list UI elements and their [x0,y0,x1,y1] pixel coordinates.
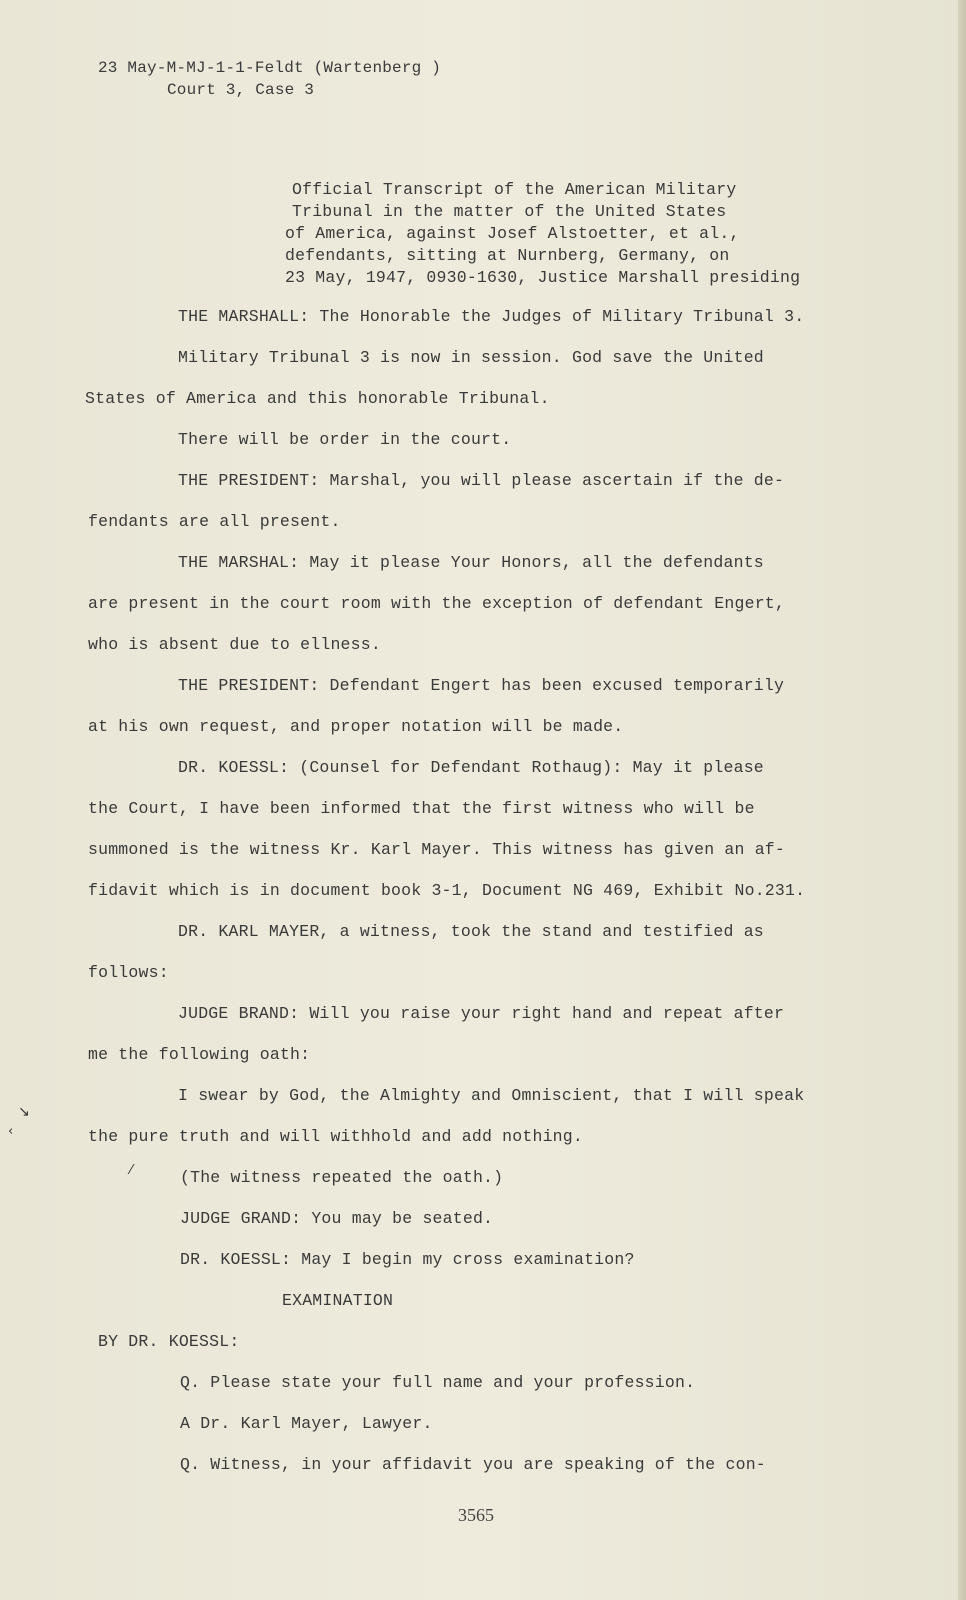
body-line: the pure truth and will withhold and add nothing. [88,1127,583,1146]
body-line: I swear by God, the Almighty and Omniscient, that I will speak [178,1086,805,1105]
body-line: summoned is the witness Kr. Karl Mayer. This witness has given an af- [88,840,786,859]
header-court: Court 3, Case 3 [167,81,315,99]
body-line: THE MARSHALL: The Honorable the Judges of Military Tribunal 3. [178,307,805,326]
body-line: Military Tribunal 3 is now in session. God save the United [178,348,764,367]
caption-line: of America, against Josef Alstoetter, et al., [285,224,740,243]
body-line: THE PRESIDENT: Marshal, you will please ascertain if the de- [178,471,785,490]
body-line: THE MARSHAL: May it please Your Honors, all the defendants [178,553,764,572]
body-line: Q. Please state your full name and your profession. [180,1373,696,1392]
body-line: A Dr. Karl Mayer, Lawyer. [180,1414,433,1433]
body-line: States of America and this honorable Tribunal. [85,389,550,408]
caption-line: 23 May, 1947, 0930-1630, Justice Marshall presiding [285,268,801,287]
header-reference: 23 May-M-MJ-1-1-Feldt (Wartenberg ) [98,59,442,77]
body-line: JUDGE GRAND: You may be seated. [180,1209,494,1228]
body-line: are present in the court room with the exception of defendant Engert, [88,594,786,613]
body-line: JUDGE BRAND: Will you raise your right hand and repeat after [178,1004,785,1023]
margin-mark: ⁄ [130,1163,133,1178]
margin-mark: ‹ [8,1124,14,1139]
page-edge-shadow [958,0,966,1600]
body-line: THE PRESIDENT: Defendant Engert has been excused temporarily [178,676,785,695]
margin-mark: ↘ [18,1104,30,1120]
body-line: fidavit which is in document book 3-1, Document NG 469, Exhibit No.231. [88,881,806,900]
body-line: the Court, I have been informed that the first witness who will be [88,799,755,818]
body-line: (The witness repeated the oath.) [180,1168,504,1187]
body-line: follows: [88,963,169,982]
body-line: DR. KARL MAYER, a witness, took the stand and testified as [178,922,764,941]
caption-line: Official Transcript of the American Military [292,180,737,199]
caption-line: Tribunal in the matter of the United States [292,202,727,221]
body-line: at his own request, and proper notation will be made. [88,717,624,736]
page-number: 3565 [458,1505,494,1525]
body-line: Q. Witness, in your affidavit you are speaking of the con- [180,1455,766,1474]
body-line: fendants are all present. [88,512,341,531]
caption-line: defendants, sitting at Nurnberg, Germany, on [285,246,730,265]
body-line: BY DR. KOESSL: [98,1332,240,1351]
section-heading: EXAMINATION [282,1291,394,1310]
body-line: DR. KOESSL: May I begin my cross examination? [180,1250,635,1269]
body-line: There will be order in the court. [178,430,512,449]
body-line: me the following oath: [88,1045,311,1064]
body-line: who is absent due to ellness. [88,635,381,654]
body-line: DR. KOESSL: (Counsel for Defendant Rothaug): May it please [178,758,764,777]
